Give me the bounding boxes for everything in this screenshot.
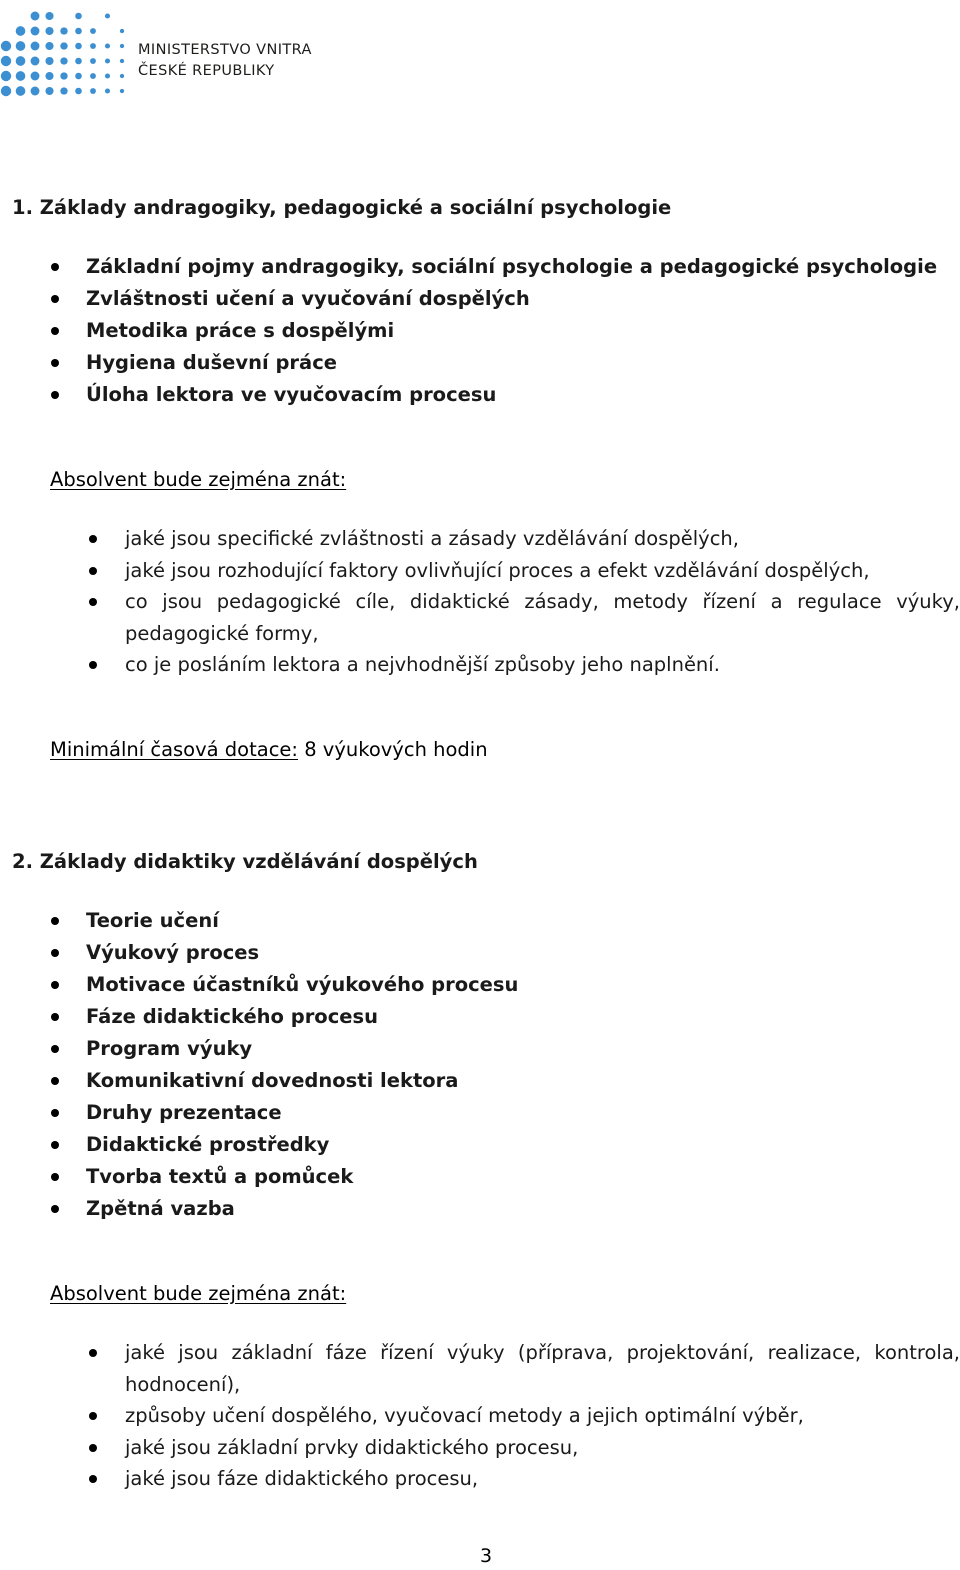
list-item: jaké jsou rozhodující faktory ovlivňující proces a efekt vzdělávání dospělých,	[88, 555, 960, 587]
list-item: Výukový proces	[50, 937, 518, 969]
time-allocation	[50, 738, 488, 761]
outcomes-label-text: Absolvent bude zejména znát:	[50, 468, 347, 491]
logo-dot	[90, 73, 96, 79]
section-2-outcomes-label	[50, 1282, 346, 1305]
logo-dot	[75, 58, 82, 65]
list-item: co je posláním lektora a nejvhodnější způsoby jeho naplnění.	[88, 649, 960, 681]
logo-dot	[60, 42, 67, 49]
logo-dot	[45, 87, 53, 95]
logo-dot	[105, 73, 110, 78]
logo-line-1: MINISTERSTVO VNITRA	[138, 42, 312, 58]
section-1-outcomes-label	[50, 468, 346, 491]
logo-dot	[75, 13, 82, 20]
list-item: Teorie učení	[50, 905, 518, 937]
logo-dot-grid	[0, 8, 130, 100]
logo-dot	[45, 57, 53, 65]
logo-dot	[90, 28, 96, 34]
logo-dot	[16, 86, 26, 96]
logo-dot	[45, 12, 53, 20]
logo-dot	[31, 27, 40, 36]
logo-dot	[31, 12, 40, 21]
list-item: Úloha lektora ve vyučovacím procesu	[50, 379, 937, 411]
logo-dot	[105, 58, 110, 63]
logo-dot	[16, 56, 26, 66]
logo-dot	[90, 43, 96, 49]
time-allocation-value: 8 výukových hodin	[298, 738, 488, 761]
list-item: způsoby učení dospělého, vyučovací metody a jejich optimální výběr,	[88, 1400, 960, 1432]
logo-dot	[75, 88, 82, 95]
logo-dot	[60, 87, 67, 94]
logo-dot	[60, 57, 67, 64]
logo-dot	[120, 29, 124, 33]
logo-dot	[16, 71, 26, 81]
logo-dot	[31, 72, 40, 81]
list-item: Hygiena duševní práce	[50, 347, 937, 379]
logo-dot	[45, 27, 53, 35]
logo-dot	[120, 44, 124, 48]
list-item: Zpětná vazba	[50, 1193, 518, 1225]
logo-dot	[16, 41, 26, 51]
logo-dot	[75, 73, 82, 80]
time-allocation-label: Minimální časová dotace:	[50, 738, 298, 761]
list-item: Program výuky	[50, 1033, 518, 1065]
section-2-topics	[50, 905, 518, 1225]
logo-dot	[1, 41, 11, 51]
logo-dot	[1, 56, 11, 66]
section-1-title: 1. Základy andragogiky, pedagogické a sociální psychologie	[12, 196, 672, 219]
logo-line-2: ČESKÉ REPUBLIKY	[138, 63, 275, 79]
logo-dot	[120, 59, 124, 63]
logo-dot	[90, 58, 96, 64]
list-item: jaké jsou specifické zvláštnosti a zásady vzdělávání dospělých,	[88, 523, 960, 555]
logo-dot	[120, 74, 124, 78]
section-1-outcomes	[88, 523, 960, 681]
section-1-topics	[50, 251, 937, 411]
logo-dot	[31, 42, 40, 51]
section-2-outcomes	[88, 1337, 960, 1495]
list-item: jaké jsou základní prvky didaktického procesu,	[88, 1432, 960, 1464]
logo-dot	[105, 43, 110, 48]
logo-dot	[1, 71, 11, 81]
logo-text	[138, 40, 312, 82]
list-item: Tvorba textů a pomůcek	[50, 1161, 518, 1193]
logo-dot	[75, 28, 82, 35]
logo-dot	[60, 72, 67, 79]
logo-dot	[16, 26, 26, 36]
logo-dot	[90, 88, 96, 94]
page-number: 3	[479, 1545, 493, 1567]
list-item: Komunikativní dovednosti lektora	[50, 1065, 518, 1097]
list-item: Fáze didaktického procesu	[50, 1001, 518, 1033]
logo-dot	[105, 88, 110, 93]
section-2-title: 2. Základy didaktiky vzdělávání dospělých	[12, 850, 478, 873]
list-item: Zvláštnosti učení a vyučování dospělých	[50, 283, 937, 315]
list-item: jaké jsou základní fáze řízení výuky (příprava, projektování, realizace, kontrola, hodnocení),	[88, 1337, 960, 1400]
logo-dot	[31, 87, 40, 96]
list-item: co jsou pedagogické cíle, didaktické zásady, metody řízení a regulace výuky, pedagogické formy,	[88, 586, 960, 649]
list-item: Didaktické prostředky	[50, 1129, 518, 1161]
logo-dot	[120, 89, 124, 93]
list-item: Metodika práce s dospělými	[50, 315, 937, 347]
list-item: jaké jsou fáze didaktického procesu,	[88, 1463, 960, 1495]
logo-dot	[105, 13, 110, 18]
logo-dot	[31, 57, 40, 66]
list-item: Motivace účastníků výukového procesu	[50, 969, 518, 1001]
logo-dot	[45, 72, 53, 80]
outcomes-label-text: Absolvent bude zejména znát:	[50, 1282, 347, 1305]
list-item: Druhy prezentace	[50, 1097, 518, 1129]
logo-dot	[1, 86, 11, 96]
ministry-logo	[0, 8, 330, 100]
logo-dot	[60, 27, 67, 34]
logo-dot	[75, 43, 82, 50]
logo-dot	[45, 42, 53, 50]
list-item: Základní pojmy andragogiky, sociální psychologie a pedagogické psychologie	[50, 251, 937, 283]
